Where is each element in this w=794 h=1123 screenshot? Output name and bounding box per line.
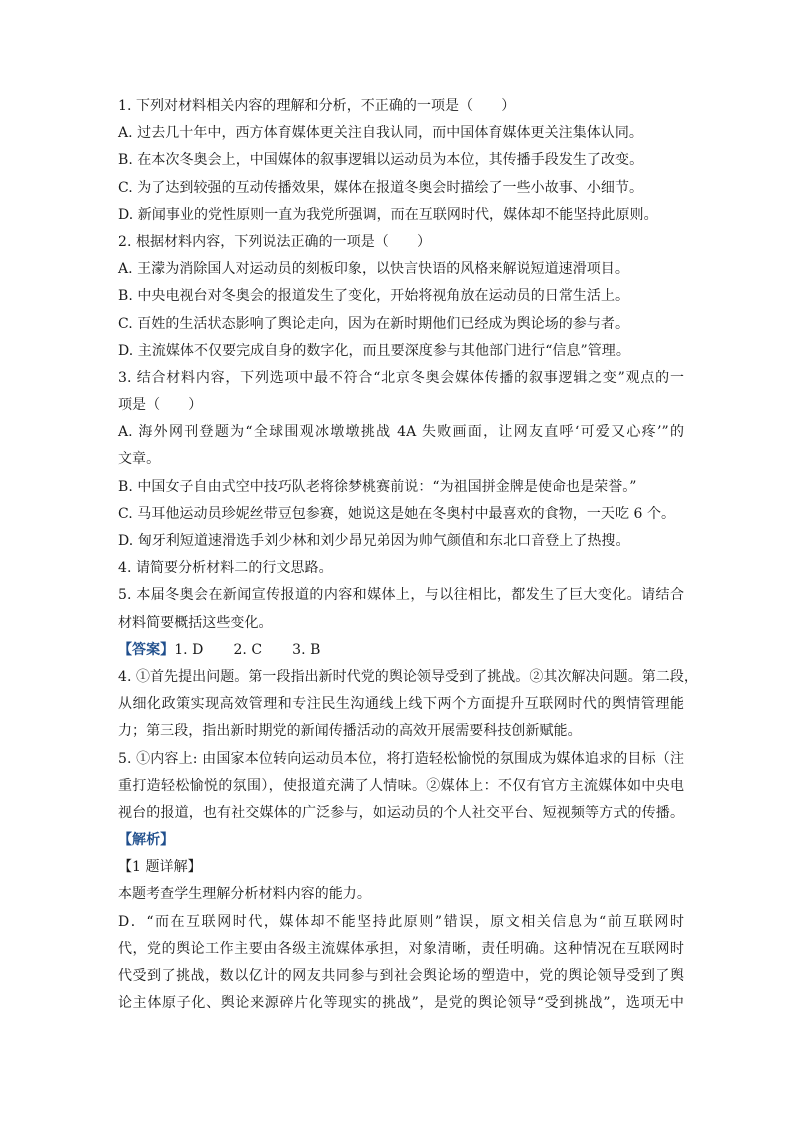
question-3-option-a-line-2: 文章。: [118, 451, 161, 468]
question-3-option-b: B. 中国女子自由式空中技巧队老将徐梦桃赛前说：“为祖国拼金牌是使命也是荣誉。”: [118, 478, 637, 495]
question-3-option-a-line-1: A. 海外网刊登题为“全球围观冰墩墩挑战 4A 失败画面，让网友直呼‘可爱又心疼’”的: [118, 424, 684, 441]
question-1-option-b: B. 在本次冬奥会上，中国媒体的叙事逻辑以运动员为本位，其传播手段发生了改变。: [118, 152, 644, 169]
answer-label: 【答案】: [118, 641, 175, 658]
question-3-option-c: C. 马耳他运动员珍妮丝带豆包参赛，她说这是她在冬奥村中最喜欢的食物，一天吃 6 个。: [118, 505, 676, 522]
question-1-option-c: C. 为了达到较强的互动传播效果，媒体在报道冬奥会时描绘了一些小故事、小细节。: [118, 179, 644, 196]
answer-2: 2. C: [233, 641, 263, 658]
question-5-stem-line-1: 5. 本届冬奥会在新闻宣传报道的内容和媒体上，与以往相比，都发生了巨大变化。请结合: [118, 587, 684, 604]
question-2-option-a: A. 王濛为消除国人对运动员的刻板印象，以快言快语的风格来解说短道速滑项目。: [118, 261, 629, 278]
answer-1: 1. D: [174, 641, 204, 658]
analysis-d-line-3: 代受到了挑战，数以亿计的网友共同参与到社会舆论场的塑造中，党的舆论领导受到了舆: [118, 968, 684, 984]
question-2-option-c: C. 百姓的生活状态影响了舆论走向，因为在新时期他们已经成为舆论场的参与者。: [118, 315, 630, 332]
answer-5-line-1: 5. ①内容上: 由国家本位转向运动员本位，将打造轻松愉悦的氛围成为媒体追求的目标（注: [118, 750, 684, 767]
answer-5-line-2: 重打造轻松愉悦的氛围），使报道充满了人情味。②媒体上：不仅有官方主流媒体如中央电: [118, 777, 684, 794]
question-1-detail-heading: 【1 题详解】: [118, 859, 202, 876]
answer-4-line-2: 从细化政策实现高效管理和专注民生沟通线上线下两个方面提升互联网时代的舆情管理能: [118, 696, 684, 713]
question-1-stem: 1. 下列对材料相关内容的理解和分析，不正确的一项是（ ）: [118, 98, 516, 114]
question-3-stem-line-1: 3. 结合材料内容，下列选项中最不符合“北京冬奥会媒体传播的叙事逻辑之变”观点的一: [118, 369, 684, 386]
question-4-stem: 4. 请简要分析材料二的行文思路。: [118, 560, 333, 577]
analysis-intro: 本题考查学生理解分析材料内容的能力。: [118, 886, 371, 903]
document-page: [118, 93, 698, 1017]
question-3-option-d: D. 匈牙利短道速滑选手刘少林和刘少昂兄弟因为帅气颜值和东北口音登上了热搜。: [118, 533, 630, 549]
analysis-d-line-1: D．“而在互联网时代，媒体却不能坚持此原则”错误，原文相关信息为“前互联网时: [118, 913, 684, 930]
question-1-option-a: A. 过去几十年中，西方体育媒体更关注自我认同，而中国体育媒体更关注集体认同。: [118, 125, 643, 142]
answer-row: [118, 637, 684, 664]
analysis-d-line-4: 论主体原子化、舆论来源碎片化等现实的挑战”，是党的舆论领导“受到挑战”，选项无中: [118, 995, 684, 1012]
answer-5-line-3: 视台的报道，也有社交媒体的广泛参与，如运动员的个人社交平台、短视频等方式的传播。: [118, 804, 684, 821]
analysis-label-row: [118, 827, 684, 854]
question-3-stem-line-2: 项是（ ）: [118, 397, 203, 414]
question-2-stem: 2. 根据材料内容，下列说法正确的一项是（ ）: [118, 233, 432, 250]
answer-3: 3. B: [292, 641, 321, 658]
answer-4-line-3: 力；第三段，指出新时期党的新闻传播活动的高效开展需要科技创新赋能。: [118, 723, 582, 740]
question-2-option-d: D. 主流媒体不仅要完成自身的数字化，而且要深度参与其他部门进行“信息”管理。: [118, 342, 630, 359]
analysis-label: 【解析】: [118, 832, 175, 849]
question-5-stem-line-2: 材料简要概括这些变化。: [118, 614, 273, 631]
question-2-option-b: B. 中央电视台对冬奥会的报道发生了变化，开始将视角放在运动员的日常生活上。: [118, 288, 630, 305]
answer-4-line-1: 4. ①首先提出问题。第一段指出新时代党的舆论领导受到了挑战。②其次解决问题。第二段，: [118, 668, 698, 685]
analysis-d-line-2: 代，党的舆论工作主要由各级主流媒体承担，对象清晰，责任明确。这种情况在互联网时: [118, 940, 684, 957]
question-1-option-d: D. 新闻事业的党性原则一直为我党所强调，而在互联网时代，媒体却不能坚持此原则。: [118, 206, 658, 223]
